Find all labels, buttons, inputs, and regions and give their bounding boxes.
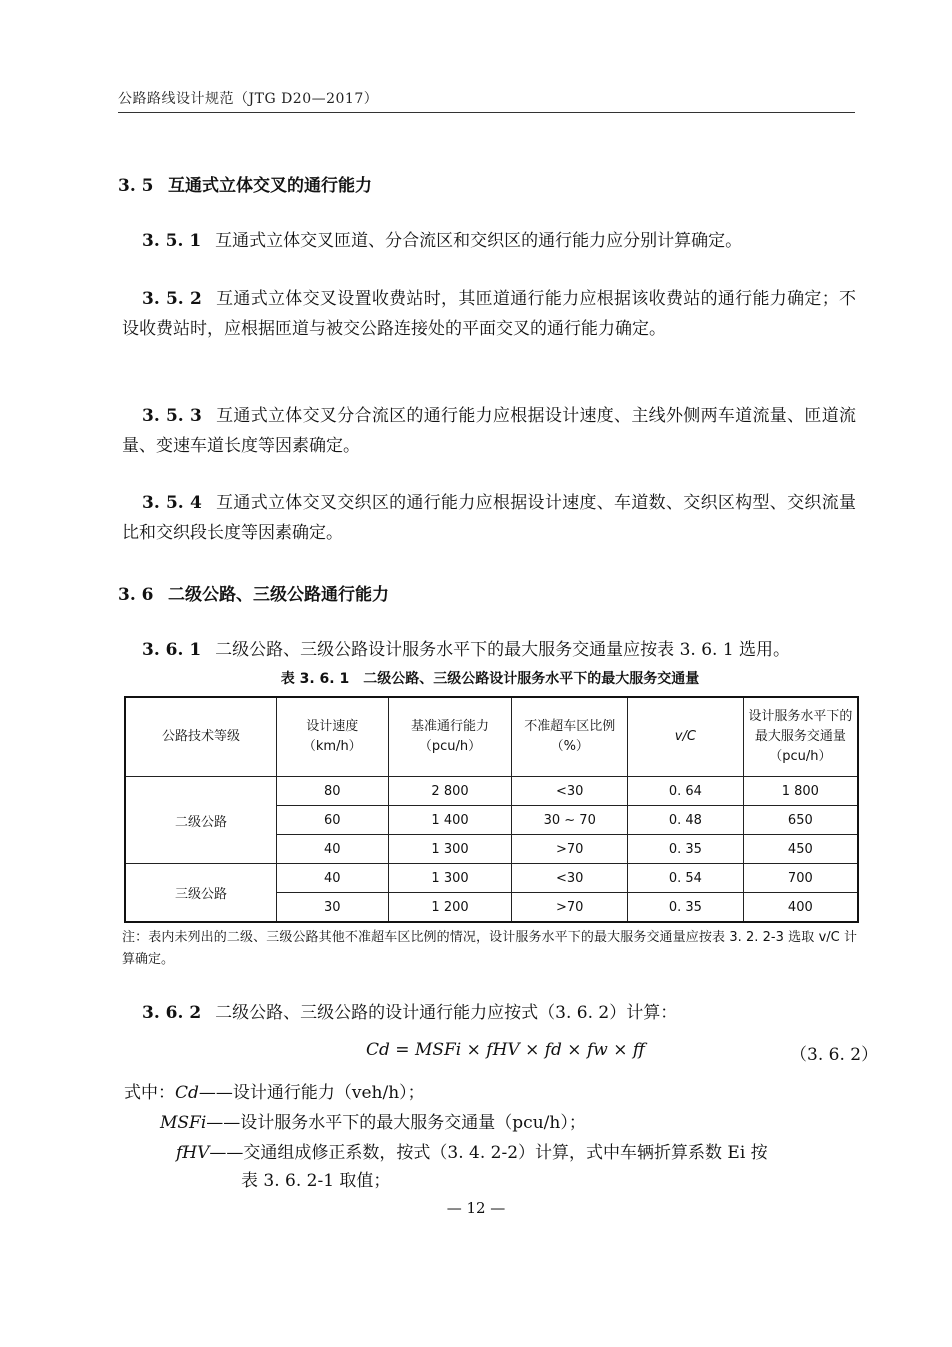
cell-capacity: 2 800 xyxy=(388,777,512,806)
clause-text: 互通式立体交叉匝道、分合流区和交织区的通行能力应分别计算确定。 xyxy=(215,231,743,251)
clause-3-6-2 xyxy=(122,998,856,1028)
cell-max-volume: 450 xyxy=(743,835,858,864)
section-3-6-heading xyxy=(118,580,389,605)
symbol-msf: MSFi xyxy=(160,1113,207,1133)
cell-max-volume: 1 800 xyxy=(743,777,858,806)
clause-number: 3. 5. 2 xyxy=(142,289,202,309)
section-number: 3. 6 xyxy=(118,585,154,605)
cell-vc: 0. 35 xyxy=(628,835,744,864)
section-title: 二级公路、三级公路通行能力 xyxy=(168,585,389,605)
def-text: ——设计服务水平下的最大服务交通量（pcu/h）； xyxy=(206,1113,586,1133)
clause-text: 二级公路、三级公路的设计通行能力应按式（3. 6. 2）计算： xyxy=(215,1003,678,1023)
cell-speed: 40 xyxy=(276,864,388,893)
cell-no-passing: >70 xyxy=(512,835,628,864)
section-title: 互通式立体交叉的通行能力 xyxy=(168,176,372,196)
clause-3-5-4 xyxy=(122,488,856,548)
header-rule xyxy=(118,112,855,113)
clause-number: 3. 6. 2 xyxy=(142,1003,202,1023)
symbol-cd: Cd xyxy=(175,1083,199,1103)
service-volume-table xyxy=(124,696,859,923)
table-caption: 表 3. 6. 1 二级公路、三级公路设计服务水平下的最大服务交通量 xyxy=(280,671,700,687)
group-cell: 三级公路 xyxy=(125,864,276,923)
cell-capacity: 1 200 xyxy=(388,893,512,923)
cell-speed: 60 xyxy=(276,806,388,835)
table-row xyxy=(125,864,858,893)
section-number: 3. 5 xyxy=(118,176,154,196)
formula-number: （3. 6. 2） xyxy=(790,1045,879,1065)
clause-3-6-1 xyxy=(122,635,856,665)
cell-no-passing: <30 xyxy=(512,864,628,893)
cell-capacity: 1 300 xyxy=(388,835,512,864)
cell-max-volume: 650 xyxy=(743,806,858,835)
clause-number: 3. 5. 3 xyxy=(142,406,202,426)
clause-text: 互通式立体交叉设置收费站时，其匝道通行能力应根据该收费站的通行能力确定；不设收费站时，应根据匝道与被交公路连接处的平面交叉的通行能力确定。 xyxy=(122,289,857,339)
section-3-5-heading xyxy=(118,171,372,196)
clause-number: 3. 6. 1 xyxy=(142,640,202,660)
capacity-formula: Cd = MSFi × fHV × fd × fw × ff xyxy=(366,1040,645,1060)
cell-speed: 40 xyxy=(276,835,388,864)
col-header-no-passing: 不准超车区比例 （%） xyxy=(512,697,628,777)
clause-text: 互通式立体交叉交织区的通行能力应根据设计速度、车道数、交织区构型、交织流量比和交织段长度等因素确定。 xyxy=(122,493,857,543)
def-intro: 式中： xyxy=(124,1083,175,1103)
clause-text: 二级公路、三级公路设计服务水平下的最大服务交通量应按表 3. 6. 1 选用。 xyxy=(215,640,791,660)
cell-capacity: 1 300 xyxy=(388,864,512,893)
cell-no-passing: <30 xyxy=(512,777,628,806)
def-msf xyxy=(160,1108,586,1138)
cell-vc: 0. 64 xyxy=(628,777,744,806)
table-header-row xyxy=(125,697,858,777)
def-cd xyxy=(124,1078,425,1108)
running-header: 公路路线设计规范（JTG D20—2017） xyxy=(118,91,379,107)
clause-number: 3. 5. 4 xyxy=(142,493,202,513)
cell-no-passing: 30 ~ 70 xyxy=(512,806,628,835)
clause-3-5-3 xyxy=(122,401,856,461)
cell-no-passing: >70 xyxy=(512,893,628,923)
clause-3-5-2 xyxy=(122,284,856,344)
cell-vc: 0. 54 xyxy=(628,864,744,893)
cell-max-volume: 400 xyxy=(743,893,858,923)
clause-text: 互通式立体交叉分合流区的通行能力应根据设计速度、主线外侧两车道流量、匝道流量、变速车道长度等因素确定。 xyxy=(122,406,857,456)
col-header-vc: v/C xyxy=(628,697,744,777)
clause-3-5-1 xyxy=(122,226,856,256)
cell-vc: 0. 35 xyxy=(628,893,744,923)
def-text: ——交通组成修正系数，按式（3. 4. 2-2）计算，式中车辆折算系数 Ei 按 xyxy=(209,1143,768,1163)
symbol-fhv: fHV xyxy=(176,1143,210,1163)
cell-vc: 0. 48 xyxy=(628,806,744,835)
cell-speed: 80 xyxy=(276,777,388,806)
cell-speed: 30 xyxy=(276,893,388,923)
page-number: — 12 — xyxy=(446,1199,506,1217)
col-header-max-volume: 设计服务水平下的 最大服务交通量 （pcu/h） xyxy=(743,697,858,777)
def-fhv xyxy=(176,1138,856,1168)
col-header-capacity: 基准通行能力 （pcu/h） xyxy=(388,697,512,777)
def-text: ——设计通行能力（veh/h）； xyxy=(198,1083,425,1103)
cell-capacity: 1 400 xyxy=(388,806,512,835)
def-fhv-cont: 表 3. 6. 2-1 取值； xyxy=(241,1171,391,1191)
group-cell: 二级公路 xyxy=(125,777,276,864)
col-header-speed: 设计速度 （km/h） xyxy=(276,697,388,777)
clause-number: 3. 5. 1 xyxy=(142,231,202,251)
table-row xyxy=(125,777,858,806)
cell-max-volume: 700 xyxy=(743,864,858,893)
col-header-grade: 公路技术等级 xyxy=(125,697,276,777)
table-note: 注：表内未列出的二级、三级公路其他不准超车区比例的情况，设计服务水平下的最大服务交通量应按表 3. 2. 2-3 选取 v/C 计算确定。 xyxy=(122,930,857,967)
